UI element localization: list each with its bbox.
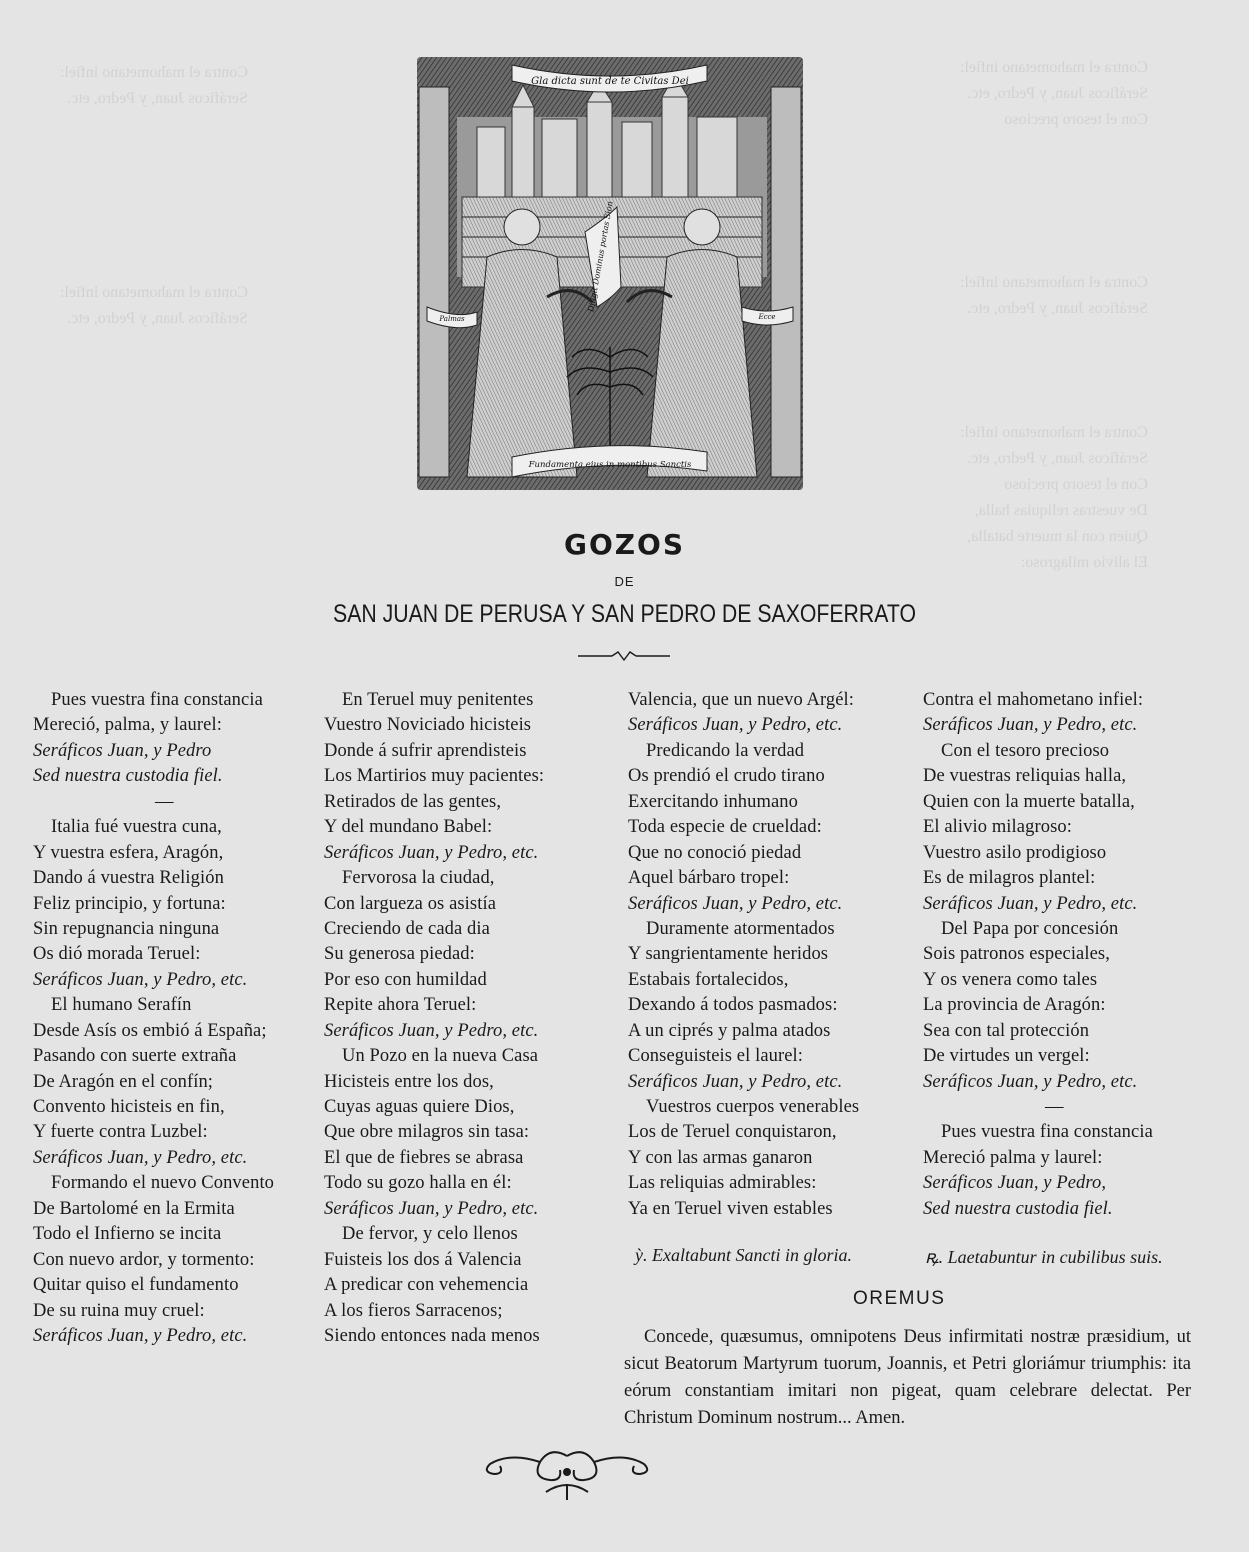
verse-line: Exercitando inhumano bbox=[628, 791, 798, 812]
verse-line: El que de fiebres se abrasa bbox=[324, 1147, 524, 1168]
verse-line: Seráficos Juan, y Pedro, etc. bbox=[628, 715, 843, 736]
verse-line: De vuestras reliquias halla, bbox=[923, 766, 1127, 787]
stanza-divider: — bbox=[1045, 1097, 1064, 1117]
verse-line: El alivio milagroso: bbox=[923, 817, 1072, 838]
verse-line: Quien con la muerte batalla, bbox=[923, 791, 1135, 812]
verse-line: Predicando la verdad bbox=[646, 740, 805, 761]
verse-line: Sed nuestra custodia fiel. bbox=[923, 1198, 1113, 1219]
verse-line: Todo su gozo halla en él: bbox=[324, 1173, 512, 1194]
verse-line: Sea con tal protección bbox=[923, 1020, 1090, 1041]
verse-line: Seráficos Juan, y Pedro, etc. bbox=[923, 1071, 1138, 1092]
verse-line: Los de Teruel conquistaron, bbox=[628, 1122, 837, 1143]
verse-line: Y sangrientamente heridos bbox=[628, 944, 829, 965]
verse-line: Seráficos Juan, y Pedro, etc. bbox=[33, 969, 248, 990]
verse-line: Por eso con humildad bbox=[324, 969, 487, 990]
verse-line: De virtudes un vergel: bbox=[923, 1046, 1090, 1067]
verse-line: Las reliquias admirables: bbox=[628, 1173, 817, 1194]
verse-line: Retirados de las gentes, bbox=[324, 791, 502, 812]
verse-line: Pasando con suerte extraña bbox=[33, 1046, 237, 1067]
bottom-scroll-text: Fundamenta eius in montibus Sanctis bbox=[528, 460, 692, 470]
verse-line: Ya en Teruel viven estables bbox=[628, 1198, 833, 1219]
right-scroll-text: Ecce bbox=[758, 313, 776, 321]
verse-line: Y vuestra esfera, Aragón, bbox=[33, 842, 224, 863]
verse-line: Sois patronos especiales, bbox=[923, 944, 1110, 965]
verse-line: De Bartolomé en la Ermita bbox=[33, 1198, 235, 1219]
verse-line: La provincia de Aragón: bbox=[923, 995, 1106, 1016]
verse-line: Os dió morada Teruel: bbox=[33, 944, 201, 965]
verse-line: Conseguisteis el laurel: bbox=[628, 1046, 804, 1067]
verse-line: Todo el Infierno se incita bbox=[33, 1224, 222, 1245]
verse-line: Vuestro asilo prodigioso bbox=[923, 842, 1107, 863]
verse-line: Desde Asís os embió á España; bbox=[33, 1020, 267, 1041]
verse-line: Seráficos Juan, y Pedro, etc. bbox=[33, 1325, 248, 1346]
title-gozos: GOZOS bbox=[563, 528, 686, 561]
verse-line: Siendo entonces nada menos bbox=[324, 1325, 540, 1346]
verse-line: Con nuevo ardor, y tormento: bbox=[33, 1249, 255, 1270]
verse-line: Vuestro Noviciado hicisteis bbox=[324, 715, 532, 736]
verse-line: Que obre milagros sin tasa: bbox=[324, 1122, 530, 1143]
verse-line: De fervor, y celo llenos bbox=[342, 1224, 518, 1245]
verse-line: Contra el mahometano infiel: bbox=[923, 690, 1144, 710]
verse-line: En Teruel muy penitentes bbox=[342, 690, 534, 710]
verse-line: Los Martirios muy pacientes: bbox=[324, 766, 545, 787]
bleed-through: Contra el mahometano infiel: Seráficos Juan, y Pedro, etc. Contra el mahometano infiel: Seráficos Juan, y Pedro, etc. Con el tesoro precioso Contra el mahometano infiel: Seráficos Juan, y Pedro, etc. Contra el mahometano infiel: Seráficos Juan, y Pedro, etc. Contra el mahometano infiel: Seráficos Juan, y Pedro, etc. Con el tesoro precioso De vuestras reliquias halla, Quien con la muerte batalla, El alivio milagroso: bbox=[60, 59, 1148, 571]
versicle: ỳ. Exaltabunt Sancti in gloria. bbox=[635, 1245, 852, 1265]
verse-line: Italia fué vuestra cuna, bbox=[51, 817, 222, 838]
verse-line: De Aragón en el confín; bbox=[33, 1071, 214, 1092]
verse-line: Seráficos Juan, y Pedro, etc. bbox=[324, 842, 539, 863]
verse-line: Mereció, palma, y laurel: bbox=[33, 715, 222, 736]
verse-line: A los fieros Sarracenos; bbox=[324, 1300, 503, 1321]
verse-line: Seráficos Juan, y Pedro, etc. bbox=[628, 1071, 843, 1092]
verse-line: Sed nuestra custodia fiel. bbox=[33, 766, 223, 787]
verse-line: Seráficos Juan, y Pedro, etc. bbox=[324, 1198, 539, 1219]
verse-column-4 bbox=[923, 688, 1153, 1222]
verse-line: Un Pozo en la nueva Casa bbox=[342, 1046, 539, 1067]
verse-line: Su generosa piedad: bbox=[324, 944, 475, 965]
verse-line: Seráficos Juan, y Pedro, etc. bbox=[628, 893, 843, 914]
verse-line: Aquel bárbaro tropel: bbox=[628, 868, 790, 889]
oremus-title: OREMUS bbox=[853, 1288, 946, 1309]
verse-line: Dando á vuestra Religión bbox=[33, 868, 224, 889]
verse-line: Vuestros cuerpos venerables bbox=[646, 1097, 860, 1117]
verse-line: Dexando á todos pasmados: bbox=[628, 995, 838, 1016]
verse-line: Seráficos Juan, y Pedro, etc. bbox=[324, 1020, 539, 1041]
verse-line: Que no conoció piedad bbox=[628, 842, 802, 863]
banner-top-text: Gla dicta sunt de te Civitas Dei bbox=[531, 76, 689, 87]
verse-line: Os prendió el crudo tirano bbox=[628, 766, 825, 787]
verse-column-3 bbox=[628, 688, 859, 1222]
verse-line: Seráficos Juan, y Pedro, etc. bbox=[33, 1147, 248, 1168]
verse-line: Mereció palma y laurel: bbox=[923, 1147, 1103, 1168]
verse-line: Y con las armas ganaron bbox=[628, 1147, 813, 1168]
verse-line: Pues vuestra fina constancia bbox=[941, 1122, 1153, 1143]
central-scroll-text: Diligit Dominus portas Sion bbox=[586, 200, 615, 313]
ornament-flourish-icon bbox=[480, 1448, 655, 1504]
verse-line: Y fuerte contra Luzbel: bbox=[33, 1122, 208, 1143]
verse-line: Seráficos Juan, y Pedro bbox=[33, 740, 212, 761]
verse-line: Seráficos Juan, y Pedro, bbox=[923, 1173, 1107, 1194]
response: ꝶ. Laetabuntur in cubilibus suis. bbox=[925, 1247, 1163, 1267]
verse-line: Duramente atormentados bbox=[646, 918, 835, 939]
verse-line: Seráficos Juan, y Pedro, etc. bbox=[923, 715, 1138, 736]
verse-line: Fervorosa la ciudad, bbox=[342, 868, 495, 889]
divider-ornament-icon bbox=[578, 646, 670, 666]
verse-line: Creciendo de cada dia bbox=[324, 918, 490, 939]
verse-line: Sin repugnancia ninguna bbox=[33, 918, 220, 939]
oremus-prayer: Concede, quæsumus, omnipotens Deus infirmitati nostræ præsidium, ut sicut Beatorum Martyrum tuorum, Joannis, et Petri gloriámur triumphis: ita eórum constantiam imitari non pigeat, quam celebrare delectat. Per Christum Dominum nostrum... Amen. bbox=[624, 1327, 1191, 1428]
verse-line: Formando el nuevo Convento bbox=[51, 1173, 275, 1194]
verse-line: Del Papa por concesión bbox=[941, 918, 1119, 939]
verse-line: Con largueza os asistía bbox=[324, 893, 497, 914]
verse-line: Seráficos Juan, y Pedro, etc. bbox=[923, 893, 1138, 914]
engraving-saints-illustration bbox=[417, 57, 803, 490]
verse-line: Toda especie de crueldad: bbox=[628, 817, 822, 838]
verse-line: De su ruina muy cruel: bbox=[33, 1300, 205, 1321]
title-saints: SAN JUAN DE PERUSA Y SAN PEDRO DE SAXOFERRATO bbox=[333, 600, 916, 628]
verse-line: Pues vuestra fina constancia bbox=[51, 690, 263, 710]
verse-line: Feliz principio, y fortuna: bbox=[33, 893, 226, 914]
verse-line: Cuyas aguas quiere Dios, bbox=[324, 1097, 515, 1117]
verse-line: Repite ahora Teruel: bbox=[324, 995, 477, 1016]
verse-line: Es de milagros plantel: bbox=[923, 868, 1096, 889]
verse-line: Y os venera como tales bbox=[923, 969, 1098, 990]
verse-line: A un ciprés y palma atados bbox=[628, 1020, 831, 1041]
verse-line: Quitar quiso el fundamento bbox=[33, 1275, 239, 1296]
verse-line: El humano Serafín bbox=[51, 995, 192, 1016]
verse-line: Fuisteis los dos á Valencia bbox=[324, 1249, 522, 1270]
verse-line: A predicar con vehemencia bbox=[324, 1275, 529, 1296]
verse-line: Valencia, que un nuevo Argél: bbox=[628, 690, 855, 710]
verse-line: Con el tesoro precioso bbox=[941, 740, 1110, 761]
title-de: DE bbox=[614, 574, 635, 589]
left-scroll-text: Palmas bbox=[439, 315, 465, 323]
verse-line: Donde á sufrir aprendisteis bbox=[324, 740, 527, 761]
verse-line: Y del mundano Babel: bbox=[324, 817, 493, 838]
verse-line: Hicisteis entre los dos, bbox=[324, 1071, 494, 1092]
verse-line: Convento hicisteis en fin, bbox=[33, 1097, 225, 1117]
stanza-divider: — bbox=[155, 791, 174, 812]
verse-column-2 bbox=[324, 688, 544, 1349]
verse-column-1 bbox=[33, 688, 274, 1349]
verse-line: Estabais fortalecidos, bbox=[628, 969, 789, 990]
